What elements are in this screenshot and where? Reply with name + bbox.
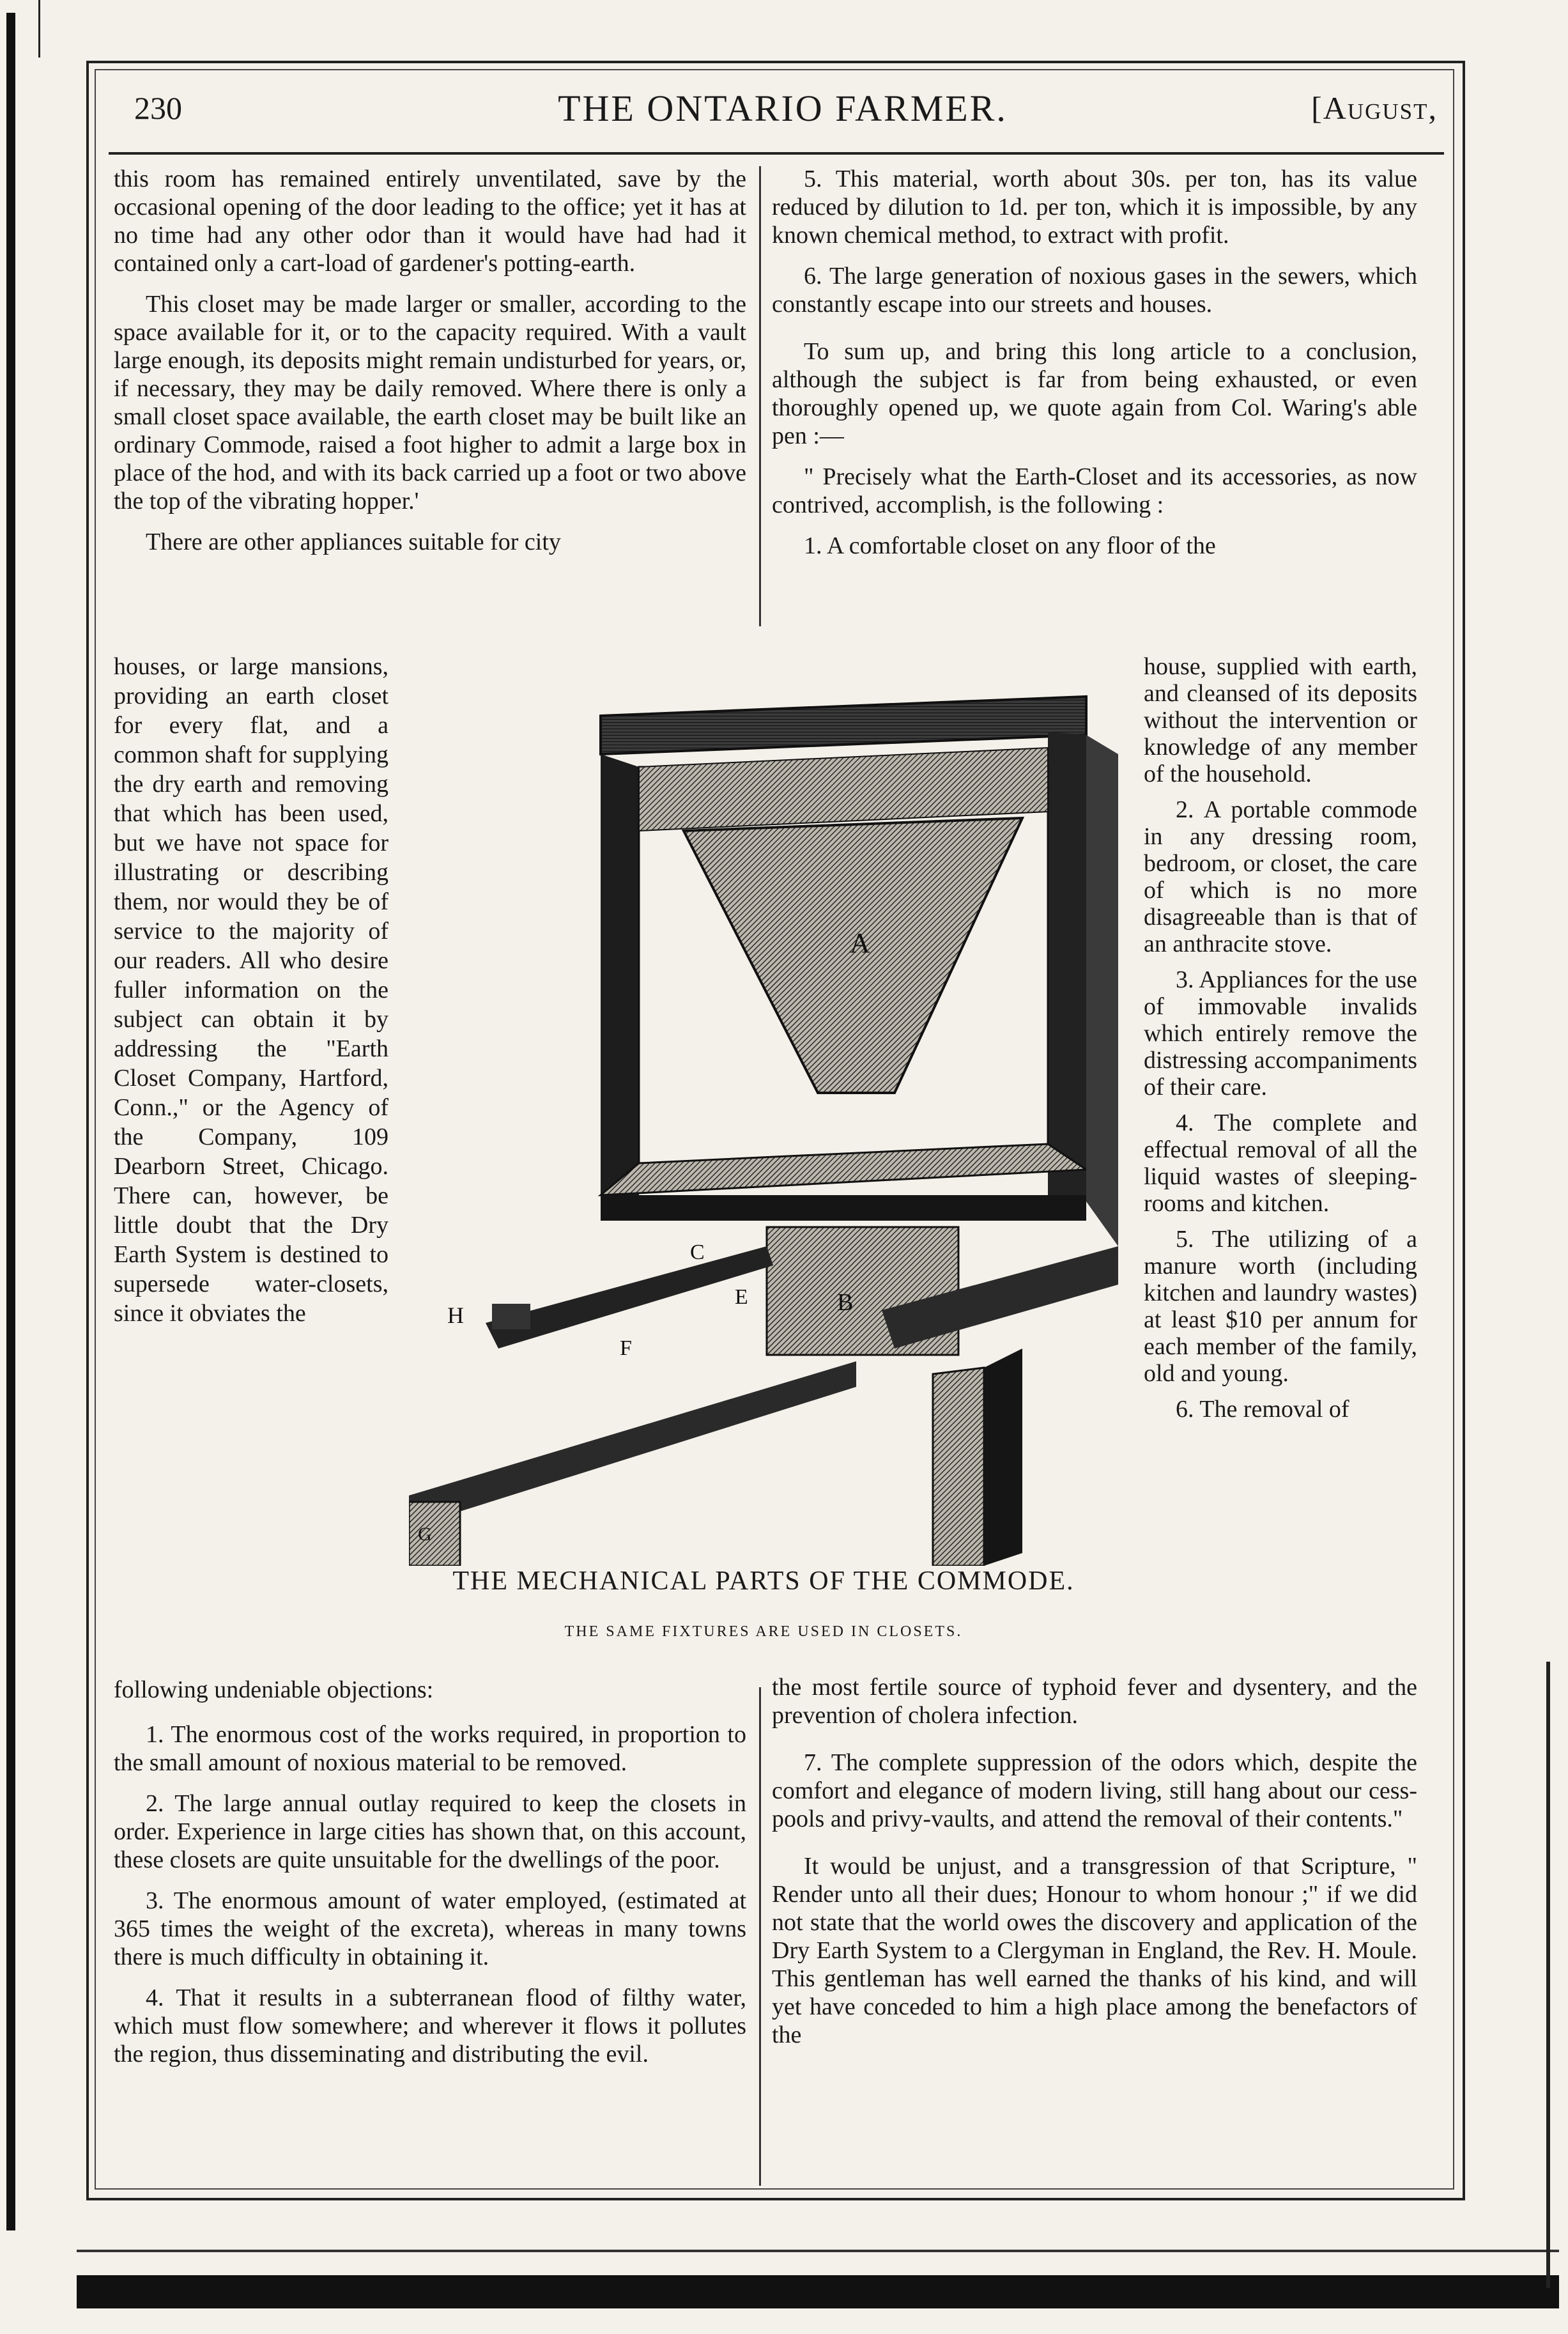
figure-label-f: F: [620, 1336, 632, 1360]
figure-label-a: A: [850, 927, 870, 959]
list-item: house, supplied with earth, and cleansed of its deposits without the intervention or knowledge of any member of the household.: [1144, 653, 1417, 787]
left-column-bottom: [114, 1676, 746, 2081]
bottom-rule: [77, 2250, 1559, 2252]
paragraph: This closet may be made larger or smaller, according to the space available for it, or to the capacity required. With a vault large enough, its deposits might remain undisturbed for years, or, if necessary, they may be daily removed. Where there is only a small closet space available, the earth closet may be built like an ordinary Commode, raised a foot higher to admit a large box in place of the hod, and with its back carried up a foot or two above the top of the vibrating hopper.': [114, 291, 746, 514]
paragraph: To sum up, and bring this long article to a conclusion, although the subject is far from being exhausted, or even thoroughly opened up, we quote again from Col. Waring's able pen :—: [772, 338, 1417, 449]
journal-title: THE ONTARIO FARMER.: [558, 88, 1008, 129]
objection-item: 5. This material, worth about 30s. per ton, has its value reduced by dilution to 1d. per ton, which it is impossible, by any known chemical method, to extract with profit.: [772, 166, 1417, 249]
quote-intro: " Precisely what the Earth-Closet and its accessories, as now contrived, accomplish, is the following :: [772, 463, 1417, 518]
figure-label-e: E: [735, 1285, 748, 1309]
running-header: [128, 89, 1438, 141]
right-edge-scan-bar: [1546, 1662, 1550, 2288]
right-column-top: [772, 165, 1417, 560]
paragraph: It would be unjust, and a transgression of that Scripture, " Render unto all their dues; Honour to whom honour ;" if we did not state that the world owes the discovery and application of the Dry Earth System to a Clergyman in England, the Rev. H. Moule. This gentleman has well earned the thanks of his kind, and will yet have conceded to him a high place among the benefactors of the: [772, 1853, 1417, 2048]
figure-label-c: C: [690, 1240, 705, 1264]
list-item: 3. Appliances for the use of immovable invalids which entirely remove the distressing accompaniments of their care.: [1144, 966, 1417, 1101]
figure-label-h: H: [447, 1302, 464, 1328]
figure-label-g: G: [418, 1524, 432, 1545]
figure-caption: THE MECHANICAL PARTS OF THE COMMODE.: [452, 1566, 1075, 1596]
right-column-bottom: [772, 1673, 1417, 2062]
column-divider-bottom: [759, 1687, 761, 2186]
commode-engraving: [409, 671, 1118, 1566]
column-divider-top: [759, 166, 761, 626]
list-item: 1. A comfortable closet on any floor of the: [804, 532, 1216, 559]
list-item: 4. The complete and effectual removal of all the liquid wastes of sleeping-rooms and kitchen.: [1144, 1109, 1417, 1217]
bottom-edge-scan-bar: [77, 2275, 1559, 2308]
objection-item: 4. That it results in a subterranean flood of filthy water, which must flow somewhere; and wherever it flows it pollutes the region, thus disseminating and distributing the evil.: [114, 1984, 746, 2067]
issue-month: [August,: [1311, 90, 1438, 126]
objection-item: 1. The enormous cost of the works required, in proportion to the small amount of noxious material to be removed.: [114, 1721, 746, 1776]
list-item: the most fertile source of typhoid fever and dysentery, and the prevention of cholera infection.: [772, 1674, 1417, 1729]
paragraph: this room has remained entirely unventilated, save by the occasional opening of the door leading to the office; yet it has at no time had any other odor than it would have had had it contained only a cart-load of gardener's potting-earth.: [114, 166, 746, 277]
list-item: 2. A portable commode in any dressing room, bedroom, or closet, the care of which is no more disagreeable than is that of an anthracite stove.: [1144, 796, 1417, 957]
objection-item: 2. The large annual outlay required to keep the closets in order. Experience in large cities has shown that, on this account, these closets are quite unsuitable for the dwellings of the poor.: [114, 1790, 746, 1873]
right-wrap-text: [1144, 653, 1417, 1423]
objection-item: 6. The large generation of noxious gases in the sewers, which constantly escape into our streets and houses.: [772, 263, 1417, 318]
left-wrap-text: houses, or large mansions, providing an earth closet for every flat, and a common shaft for supplying the dry earth and removing that which has been used, but we have not space for illustrating or describing them, nor would they be of service to the majority of our readers. All who desire fuller information on the subject can obtain it by addressing the "Earth Closet Company, Hartford, Conn.," or the Agency of the Company, 109 Dearborn Street, Chicago. There can, however, be little doubt that the Dry Earth System is destined to supersede water-closets, since it obviates the: [114, 653, 388, 1327]
paragraph: There are other appliances suitable for city: [146, 529, 561, 555]
objection-item: 3. The enormous amount of water employed, (estimated at 365 times the weight of the excreta), whereas in many towns there is much difficulty in obtaining it.: [114, 1887, 746, 1970]
figure-subcaption: THE SAME FIXTURES ARE USED IN CLOSETS.: [564, 1623, 963, 1640]
left-column-top: [114, 165, 746, 556]
list-item: 6. The removal of: [1176, 1396, 1349, 1423]
header-rule: [109, 152, 1444, 155]
left-margin-tick: [38, 0, 40, 58]
page-number: 230: [134, 90, 182, 126]
left-margin-rule: [6, 13, 15, 2230]
figure-label-b: B: [837, 1289, 854, 1316]
list-item: 5. The utilizing of a manure worth (including kitchen and laundry wastes) at least $10 per annum for each member of the family, old and young.: [1144, 1226, 1417, 1387]
list-item: 7. The complete suppression of the odors which, despite the comfort and elegance of modern living, still hang about our cess-pools and privy-vaults, and attend the removal of their contents.": [772, 1749, 1417, 1832]
paragraph: following undeniable objections:: [114, 1676, 434, 1703]
